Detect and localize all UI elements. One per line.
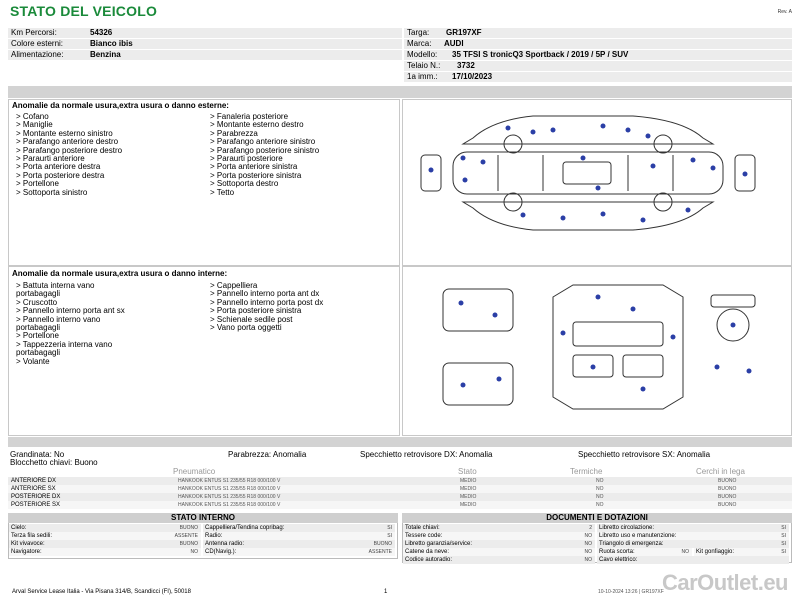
stato-interno-label: Terza fila sedili: — [11, 533, 53, 539]
km-value: 54326 — [90, 28, 113, 37]
documenti-label: Libretto circolazione: — [599, 525, 655, 531]
stato-interno-label: Radio: — [205, 533, 223, 539]
documenti-label: Libretto garanzia/service: — [405, 541, 473, 547]
stato-interno-value: BUONO — [179, 541, 198, 547]
documenti-value: SI — [781, 533, 786, 539]
tire-row — [8, 485, 792, 493]
tire-stato: MEDIO — [460, 502, 477, 508]
damage-item: > Porta anteriore destra — [16, 162, 101, 172]
tire-description: HANKOOK ENTUS S1 235/55 R18 000/100 V — [178, 478, 281, 484]
car-plan-view — [453, 152, 723, 194]
damage-item: > Montante esterno sinistro — [16, 128, 113, 138]
damage-item: > Schienale sedile post — [210, 314, 293, 324]
documenti-label: Libretto uso e manutenzione: — [599, 533, 677, 539]
car-front-view — [421, 155, 441, 191]
interior-rear-seat — [573, 322, 663, 346]
documenti-value: NO — [584, 549, 592, 555]
specchietto-dx-status: Specchietto retrovisore DX: Anomalia — [360, 450, 493, 459]
tire-header-termiche: Termiche — [570, 468, 603, 476]
documenti-value: NO — [584, 533, 592, 539]
colore-row — [8, 39, 402, 49]
car-exterior-diagram — [403, 100, 793, 267]
tire-stato: MEDIO — [460, 494, 477, 500]
stato-interno-item — [9, 548, 201, 557]
interior-cabin — [553, 285, 683, 409]
revision-label: Rev. A — [777, 9, 792, 15]
tire-position: ANTERIORE DX — [11, 478, 57, 484]
tire-header-pneumatico: Pneumatico — [173, 468, 216, 476]
damage-item: > Pannello interno porta ant sx — [16, 306, 125, 316]
stato-interno-value: ASSENTE — [368, 549, 392, 555]
damage-item: > Fanaleria posteriore — [210, 112, 289, 121]
damage-item: > Porta posteriore destra — [16, 170, 105, 180]
damage-item: > Sottoporta destro — [210, 179, 279, 189]
stato-interno-value: ASSENTE — [174, 533, 198, 539]
stato-interno-value: SI — [387, 533, 392, 539]
telaio-row — [404, 61, 792, 71]
tire-description: HANKOOK ENTUS S1 235/55 R18 000/100 V — [178, 486, 281, 492]
modello-value: 35 TFSI S tronicQ3 Sportback / 2019 / 5P / SUV — [452, 50, 629, 59]
targa-row — [404, 28, 792, 38]
stato-interno-label: CD(Navig.): — [205, 549, 237, 555]
stato-interno-label: Cappelliera/Tendina copribag: — [205, 525, 285, 531]
stato-interno-value: BUONO — [373, 541, 392, 547]
stato-interno-value: BUONO — [179, 525, 198, 531]
damage-item: > Sottoporta sinistro — [16, 187, 88, 197]
damage-item: portabagagli — [16, 289, 61, 299]
documenti-value: SI — [781, 525, 786, 531]
car-roof — [563, 162, 611, 184]
damage-item: > Paraurti anteriore — [16, 154, 85, 164]
external-damage-list-right — [210, 113, 319, 197]
damage-markers — [429, 124, 748, 223]
tire-header-stato: Stato — [458, 468, 477, 476]
tire-cerchi: BUONO — [718, 486, 737, 492]
damage-item: > Parafango anteriore sinistro — [210, 137, 316, 147]
documenti-label: Totale chiavi: — [405, 525, 440, 531]
tire-row — [8, 493, 792, 501]
footer-company: Arval Service Lease Italia - Via Pisana 314/B, Scandicci (FI), 50018 — [12, 589, 191, 595]
tire-stato: MEDIO — [460, 478, 477, 484]
documenti-item — [597, 556, 789, 565]
documenti-label: Catene da neve: — [405, 549, 450, 555]
damage-item: portabagagli — [16, 323, 61, 333]
stato-interno-label: Cielo: — [11, 525, 27, 531]
damage-item: > Portellone — [16, 179, 59, 189]
tire-description: HANKOOK ENTUS S1 235/55 R18 000/100 V — [178, 494, 281, 500]
tire-position: POSTERIORE DX — [11, 494, 61, 500]
marca-row — [404, 39, 792, 49]
blocchetto-status: Blocchetto chiavi: Buono — [10, 458, 98, 467]
interior-dashboard — [443, 363, 513, 405]
car-side-bottom — [463, 202, 713, 230]
damage-item: > Parabrezza — [210, 128, 258, 138]
damage-item: > Cofano — [16, 112, 49, 121]
stato-interno-label: Antenna radio: — [205, 541, 245, 547]
tire-row — [8, 477, 792, 485]
documenti-label: Cavo elettrico: — [599, 557, 638, 563]
tire-cerchi: BUONO — [718, 502, 737, 508]
car-side-top — [463, 116, 713, 144]
tire-header-cerchi: Cerchi in lega — [696, 468, 745, 476]
internal-damage-title: Anomalie da normale usura,extra usura o danno interne: — [12, 269, 228, 278]
damage-item: > Tetto — [210, 187, 235, 197]
immatricolazione-label: 1a imm.: — [407, 72, 438, 81]
caroutlet-logo: CarOutlet.eu — [661, 570, 788, 595]
marca-value: AUDI — [444, 39, 464, 48]
alimentazione-label: Alimentazione: — [11, 50, 64, 59]
damage-item: > Porta anteriore sinistra — [210, 162, 298, 172]
telaio-label: Telaio N.: — [407, 61, 441, 70]
damage-item: > Maniglie — [16, 120, 53, 130]
tire-table-header — [8, 468, 792, 476]
stato-interno-item — [203, 548, 395, 557]
tire-cerchi: BUONO — [718, 478, 737, 484]
page-title: STATO DEL VEICOLO — [10, 3, 158, 19]
modello-row — [404, 50, 792, 60]
damage-item: portabagagli — [16, 348, 61, 358]
km-row — [8, 28, 402, 38]
damage-item: > Cruscotto — [16, 297, 58, 307]
stato-interno-label: Kit vivavoce: — [11, 541, 45, 547]
internal-damage-list-left — [16, 282, 125, 366]
documenti-value: NO — [681, 549, 689, 555]
tire-termiche: NO — [596, 502, 604, 508]
damage-item: > Pannello interno vano — [16, 314, 101, 324]
external-diagram-panel — [402, 99, 792, 266]
marca-label: Marca: — [407, 39, 432, 48]
colore-label: Colore esterni: — [11, 39, 64, 48]
alimentazione-row — [8, 50, 402, 60]
car-interior-diagram — [403, 267, 793, 437]
documenti-label: Codice autoradio: — [405, 557, 453, 563]
alimentazione-value: Benzina — [90, 50, 121, 59]
tire-description: HANKOOK ENTUS S1 235/55 R18 000/100 V — [178, 502, 281, 508]
tire-termiche: NO — [596, 494, 604, 500]
internal-diagram-panel — [402, 266, 792, 436]
stato-interno-label: Navigatore: — [11, 549, 42, 555]
specchietto-sx-status: Specchietto retrovisore SX: Anomalia — [578, 450, 711, 459]
documenti-value: SI — [781, 549, 786, 555]
internal-damage-list-right — [210, 282, 323, 332]
section-divider-2 — [8, 437, 792, 447]
documenti-item — [403, 556, 595, 565]
documenti-label: Kit gonfiaggio: — [696, 549, 735, 555]
damage-item: > Tappezzeria interna vano — [16, 339, 113, 349]
targa-value: GR197XF — [446, 28, 482, 37]
documenti-label: Tessere code: — [405, 533, 443, 539]
damage-item: > Battuta interna vano — [16, 281, 95, 290]
documenti-value: 2 — [589, 525, 592, 531]
footer-reference: 10-10-2024 13:26 | GR197XF — [598, 589, 664, 595]
damage-item: > Volante — [16, 356, 50, 366]
grandinata-status: Grandinata: No — [10, 450, 65, 459]
km-label: Km Percorsi: — [11, 28, 57, 37]
tire-position: POSTERIORE SX — [11, 502, 61, 508]
footer-page-number: 1 — [384, 589, 388, 595]
damage-item: > Vano porta oggetti — [210, 323, 282, 333]
tire-row — [8, 501, 792, 509]
damage-item: > Porta posteriore sinistra — [210, 306, 302, 316]
external-damage-title: Anomalie da normale usura,extra usura o danno esterne: — [12, 101, 229, 110]
immatricolazione-row — [404, 72, 792, 82]
damage-item: > Pannello interno porta ant dx — [210, 289, 320, 299]
documenti-label: Ruota scorta: — [599, 549, 635, 555]
modello-label: Modello: — [407, 50, 438, 59]
external-damage-list-left — [16, 113, 122, 197]
documenti-title: DOCUMENTI E DOTAZIONI — [402, 513, 792, 523]
documenti-value: NO — [584, 541, 592, 547]
tire-position: ANTERIORE SX — [11, 486, 56, 492]
interior-front-seat-right — [623, 355, 663, 377]
colore-value: Bianco ibis — [90, 39, 133, 48]
parabrezza-status: Parabrezza: Anomalia — [228, 450, 307, 459]
interior-glovebox — [711, 295, 755, 307]
damage-item: > Montante esterno destro — [210, 120, 304, 130]
targa-label: Targa: — [407, 28, 430, 37]
interior-trunk — [443, 289, 513, 331]
section-divider — [8, 86, 792, 98]
damage-item: > Parafango posteriore sinistro — [210, 145, 320, 155]
stato-interno-value: NO — [190, 549, 198, 555]
damage-item: > Pannello interno porta post dx — [210, 297, 324, 307]
documenti-value: NO — [584, 557, 592, 563]
immatricolazione-value: 17/10/2023 — [452, 72, 493, 81]
tire-stato: MEDIO — [460, 486, 477, 492]
tire-cerchi: BUONO — [718, 494, 737, 500]
damage-item: > Porta posteriore sinistra — [210, 170, 302, 180]
telaio-value: 3732 — [457, 61, 475, 70]
documenti-label: Triangolo di emergenza: — [599, 541, 664, 547]
documenti-value: SI — [781, 541, 786, 547]
car-plan-lines — [498, 155, 673, 191]
damage-item: > Paraurti posteriore — [210, 154, 283, 164]
tire-termiche: NO — [596, 478, 604, 484]
stato-interno-title: STATO INTERNO — [8, 513, 398, 523]
damage-item: > Portellone — [16, 331, 59, 341]
stato-interno-value: SI — [387, 525, 392, 531]
tire-termiche: NO — [596, 486, 604, 492]
damage-item: > Cappelliera — [210, 281, 258, 290]
damage-item: > Parafango anteriore destro — [16, 137, 119, 147]
damage-item: > Parafango posteriore destro — [16, 145, 123, 155]
